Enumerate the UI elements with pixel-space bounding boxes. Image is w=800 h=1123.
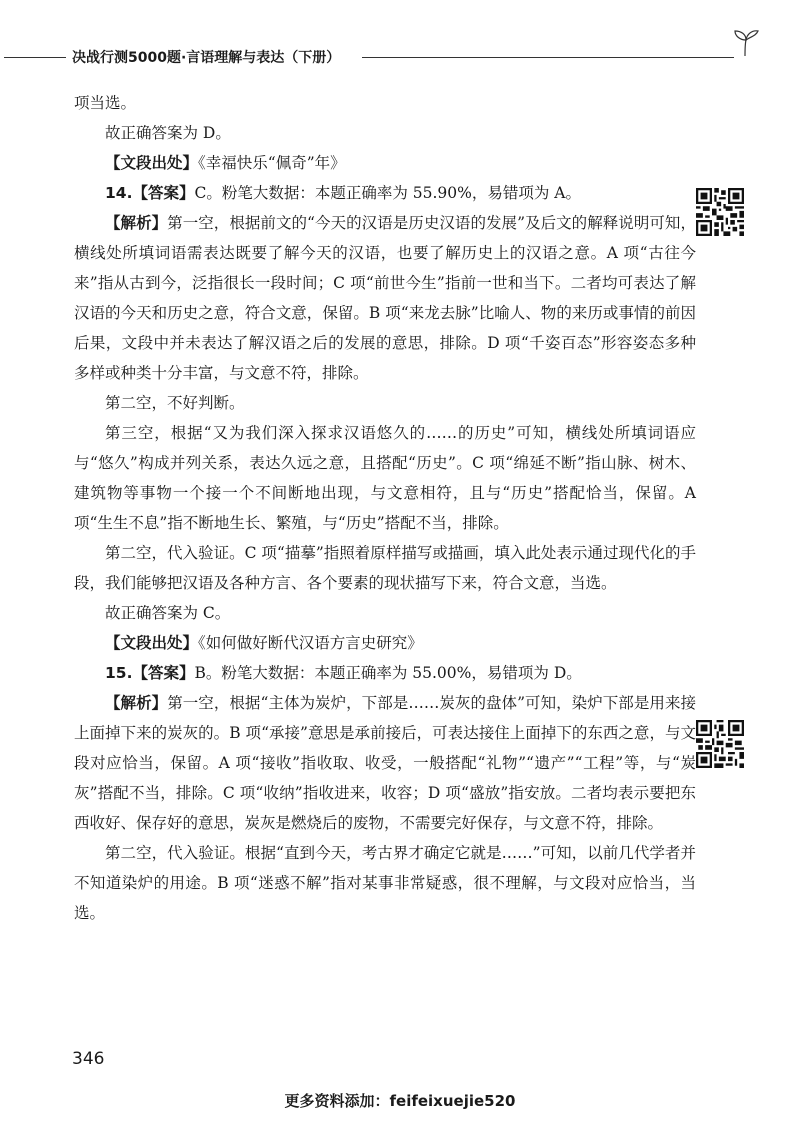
- paragraph: 第三空，根据“又为我们深入探求汉语悠久的……的历史”可知，横线处所填词语应与“悠久”构成并列关系，表达久远之意，且搭配“历史”。C 项“绵延不断”指山脉、树木、建筑物等事物一个接一个不间断地出现，与文意相符，且与“历史”搭配恰当，保留。A 项“生生不息”指不断地生长、繁殖，与“历史”搭配不当，排除。: [74, 424, 696, 532]
- running-header: [0, 44, 800, 70]
- source-line: [74, 628, 696, 658]
- paragraph: 项当选。: [74, 94, 137, 112]
- analysis-text: 第一空，根据前文的“今天的汉语是历史汉语的发展”及后文的解释说明可知，横线处所填词语需表达既要了解今天的汉语，也要了解历史上的汉语之意。A 项“古往今来”指从古到今，泛指很长一段时间；C 项“前世今生”指前一世和当下。二者均可表达了解汉语的今天和历史之意，符合文意，保留。B 项“来龙去脉”比喻人、物的来历或事情的前因后果，文段中并未表达了解汉语之后的发展的意思，排除。D 项“千姿百态”形容姿态多种多样或种类十分丰富，与文意不符，排除。: [74, 214, 696, 382]
- paragraph: 第二空，代入验证。根据“直到今天，考古界才确定它就是……”可知，以前几代学者并不知道染炉的用途。B 项“迷惑不解”指对某事非常疑惑，很不理解，与文段对应恰当，当选。: [74, 844, 696, 922]
- answer-conclusion: 故正确答案为 C。: [105, 604, 231, 622]
- answer-text: C。粉笔大数据：本题正确率为 55.90%，易错项为 A。: [194, 184, 581, 202]
- answer-mark: 15.【答案】: [105, 664, 195, 682]
- source-mark: 【文段出处】: [105, 154, 199, 172]
- analysis-paragraph: [74, 688, 696, 838]
- analysis-text: 第一空，根据“主体为炭炉，下部是……炭灰的盘体”可知，染炉下部是用来接上面掉下来的炭灰的。B 项“承接”意思是承前接后，可表达接住上面掉下的东西之意，与文段对应恰当，保留。A 项“接收”指收取、收受，一般搭配“礼物”“遗产”“工程”等，与“炭灰”搭配不当，排除。C 项“收纳”指收进来，收容；D 项“盛放”指安放。二者均表示要把东西收好、保存好的意思，炭灰是燃烧后的废物，不需要完好保存，与文意不符，排除。: [74, 694, 696, 832]
- source-line: [74, 148, 696, 178]
- analysis-paragraph: [74, 208, 696, 388]
- footer-note: 更多资料添加：feifeixuejie520: [284, 1092, 516, 1110]
- header-rule-right: [362, 57, 734, 58]
- qr-code-icon[interactable]: [696, 720, 744, 768]
- answer-text: B。粉笔大数据：本题正确率为 55.00%，易错项为 D。: [194, 664, 582, 682]
- answer-line-14: [74, 178, 696, 208]
- sprout-icon: [732, 28, 760, 58]
- source-text: 《如何做好断代汉语方言史研究》: [198, 634, 423, 652]
- book-title: 决战行测5000题·言语理解与表达（下册）: [72, 50, 341, 66]
- paragraph: 第二空，不好判断。: [105, 394, 245, 412]
- analysis-mark: 【解析】: [105, 694, 168, 712]
- source-text: 《幸福快乐“佩奇”年》: [198, 154, 346, 172]
- source-mark: 【文段出处】: [105, 634, 199, 652]
- header-rule-left: [4, 57, 66, 58]
- page-number: 346: [72, 1049, 105, 1069]
- paragraph: 第二空，代入验证。C 项“描摹”指照着原样描写或描画，填入此处表示通过现代化的手段，我们能够把汉语及各种方言、各个要素的现状描写下来，符合文意，当选。: [74, 544, 696, 592]
- answer-mark: 14.【答案】: [105, 184, 195, 202]
- answer-explanation-body: [74, 88, 696, 928]
- answer-conclusion: 故正确答案为 D。: [105, 124, 231, 142]
- analysis-mark: 【解析】: [105, 214, 168, 232]
- qr-code-icon[interactable]: [696, 188, 744, 236]
- answer-line-15: [74, 658, 696, 688]
